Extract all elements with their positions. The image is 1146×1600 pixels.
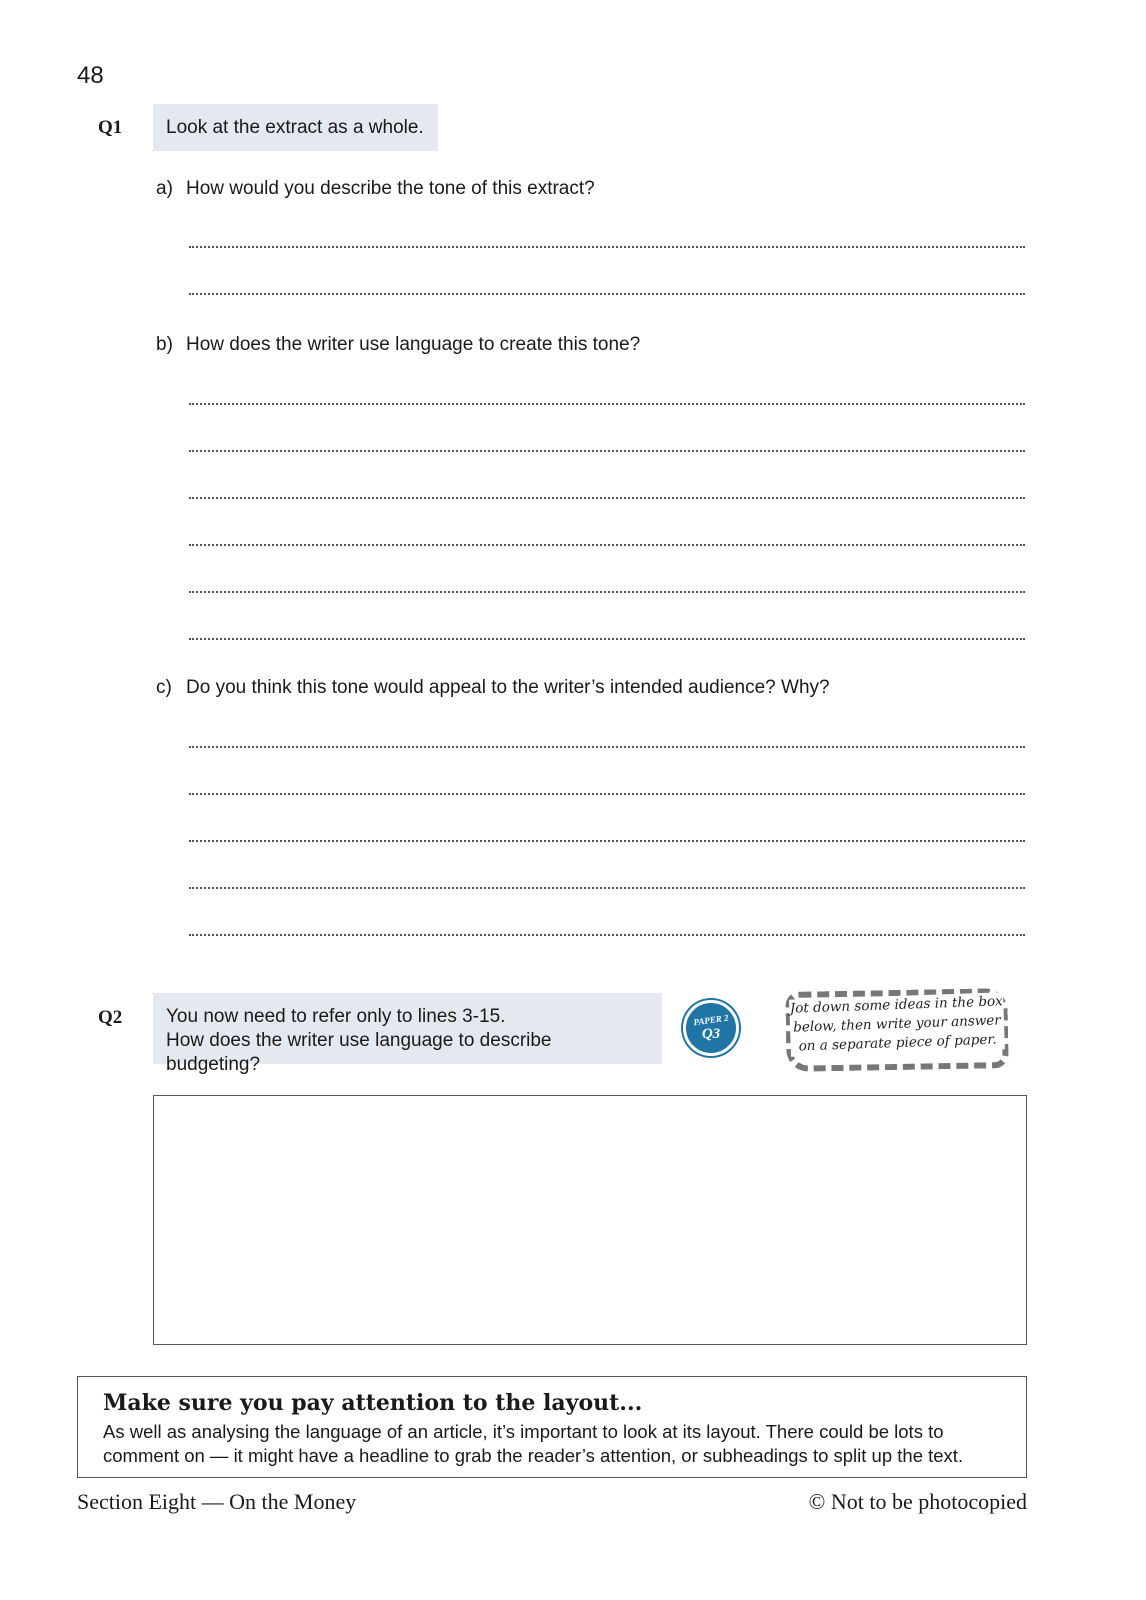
layout-tip-body <box>103 1420 1002 1468</box>
q1-part-a-letter: a) <box>156 178 173 199</box>
footer-section-title: Section Eight — On the Money <box>77 1489 357 1514</box>
paper-badge-top: PAPER 2 <box>692 1012 730 1028</box>
q1-label: Q1 <box>98 117 123 138</box>
footer-copyright: © Not to be photocopied <box>808 1489 1027 1514</box>
answer-line[interactable] <box>189 450 1025 452</box>
answer-line[interactable] <box>189 544 1025 546</box>
layout-tip-line-2: comment on — it might have a headline to grab the reader’s attention, or subheadings to split up the text. <box>103 1445 964 1466</box>
q2-prompt-line2: How does the writer use language to describe budgeting? <box>166 1030 552 1075</box>
answer-line[interactable] <box>189 746 1025 748</box>
answer-line[interactable] <box>189 591 1025 593</box>
tip-line-3: on a separate piece of paper. <box>798 1031 997 1055</box>
answer-line[interactable] <box>189 293 1025 295</box>
q2-label: Q2 <box>98 1007 123 1028</box>
answer-line[interactable] <box>189 246 1025 248</box>
q2-prompt-box <box>153 993 662 1075</box>
answer-line[interactable] <box>189 638 1025 640</box>
answer-line[interactable] <box>189 403 1025 405</box>
q1-prompt: Look at the extract as a whole. <box>166 117 424 138</box>
notes-answer-box[interactable] <box>153 1095 1027 1345</box>
q1-part-c-letter: c) <box>156 677 172 698</box>
q1-part-a-text: How would you describe the tone of this extract? <box>186 178 595 199</box>
q1-prompt-box <box>153 104 438 151</box>
answer-line[interactable] <box>189 934 1025 936</box>
answer-line[interactable] <box>189 793 1025 795</box>
layout-tip-line-1: As well as analysing the language of an article, it’s important to look at its layout. There could be lots to <box>103 1421 944 1442</box>
paper-badge-question: Q3 <box>701 1026 721 1042</box>
paper-badge <box>683 1000 739 1056</box>
q1-part-b <box>156 334 640 356</box>
tip-bubble-text <box>789 992 1005 1056</box>
q1-part-c <box>156 677 830 699</box>
tip-line-2: below, then write your answer <box>792 1012 1001 1036</box>
q1-part-c-text: Do you think this tone would appeal to the writer’s intended audience? Why? <box>186 677 830 698</box>
page-number: 48 <box>77 62 104 89</box>
q1-part-b-text: How does the writer use language to create this tone? <box>186 334 641 355</box>
answer-line[interactable] <box>189 840 1025 842</box>
layout-tip-box <box>77 1376 1027 1478</box>
answer-line[interactable] <box>189 887 1025 889</box>
q1-part-a <box>156 178 595 200</box>
q2-prompt-line1: You now need to refer only to lines 3-15. <box>166 1006 506 1027</box>
tip-line-1: Jot down some ideas in the box <box>789 993 1004 1017</box>
q1-part-b-letter: b) <box>156 334 173 355</box>
layout-tip-title: Make sure you pay attention to the layout... <box>103 1390 643 1416</box>
answer-line[interactable] <box>189 497 1025 499</box>
